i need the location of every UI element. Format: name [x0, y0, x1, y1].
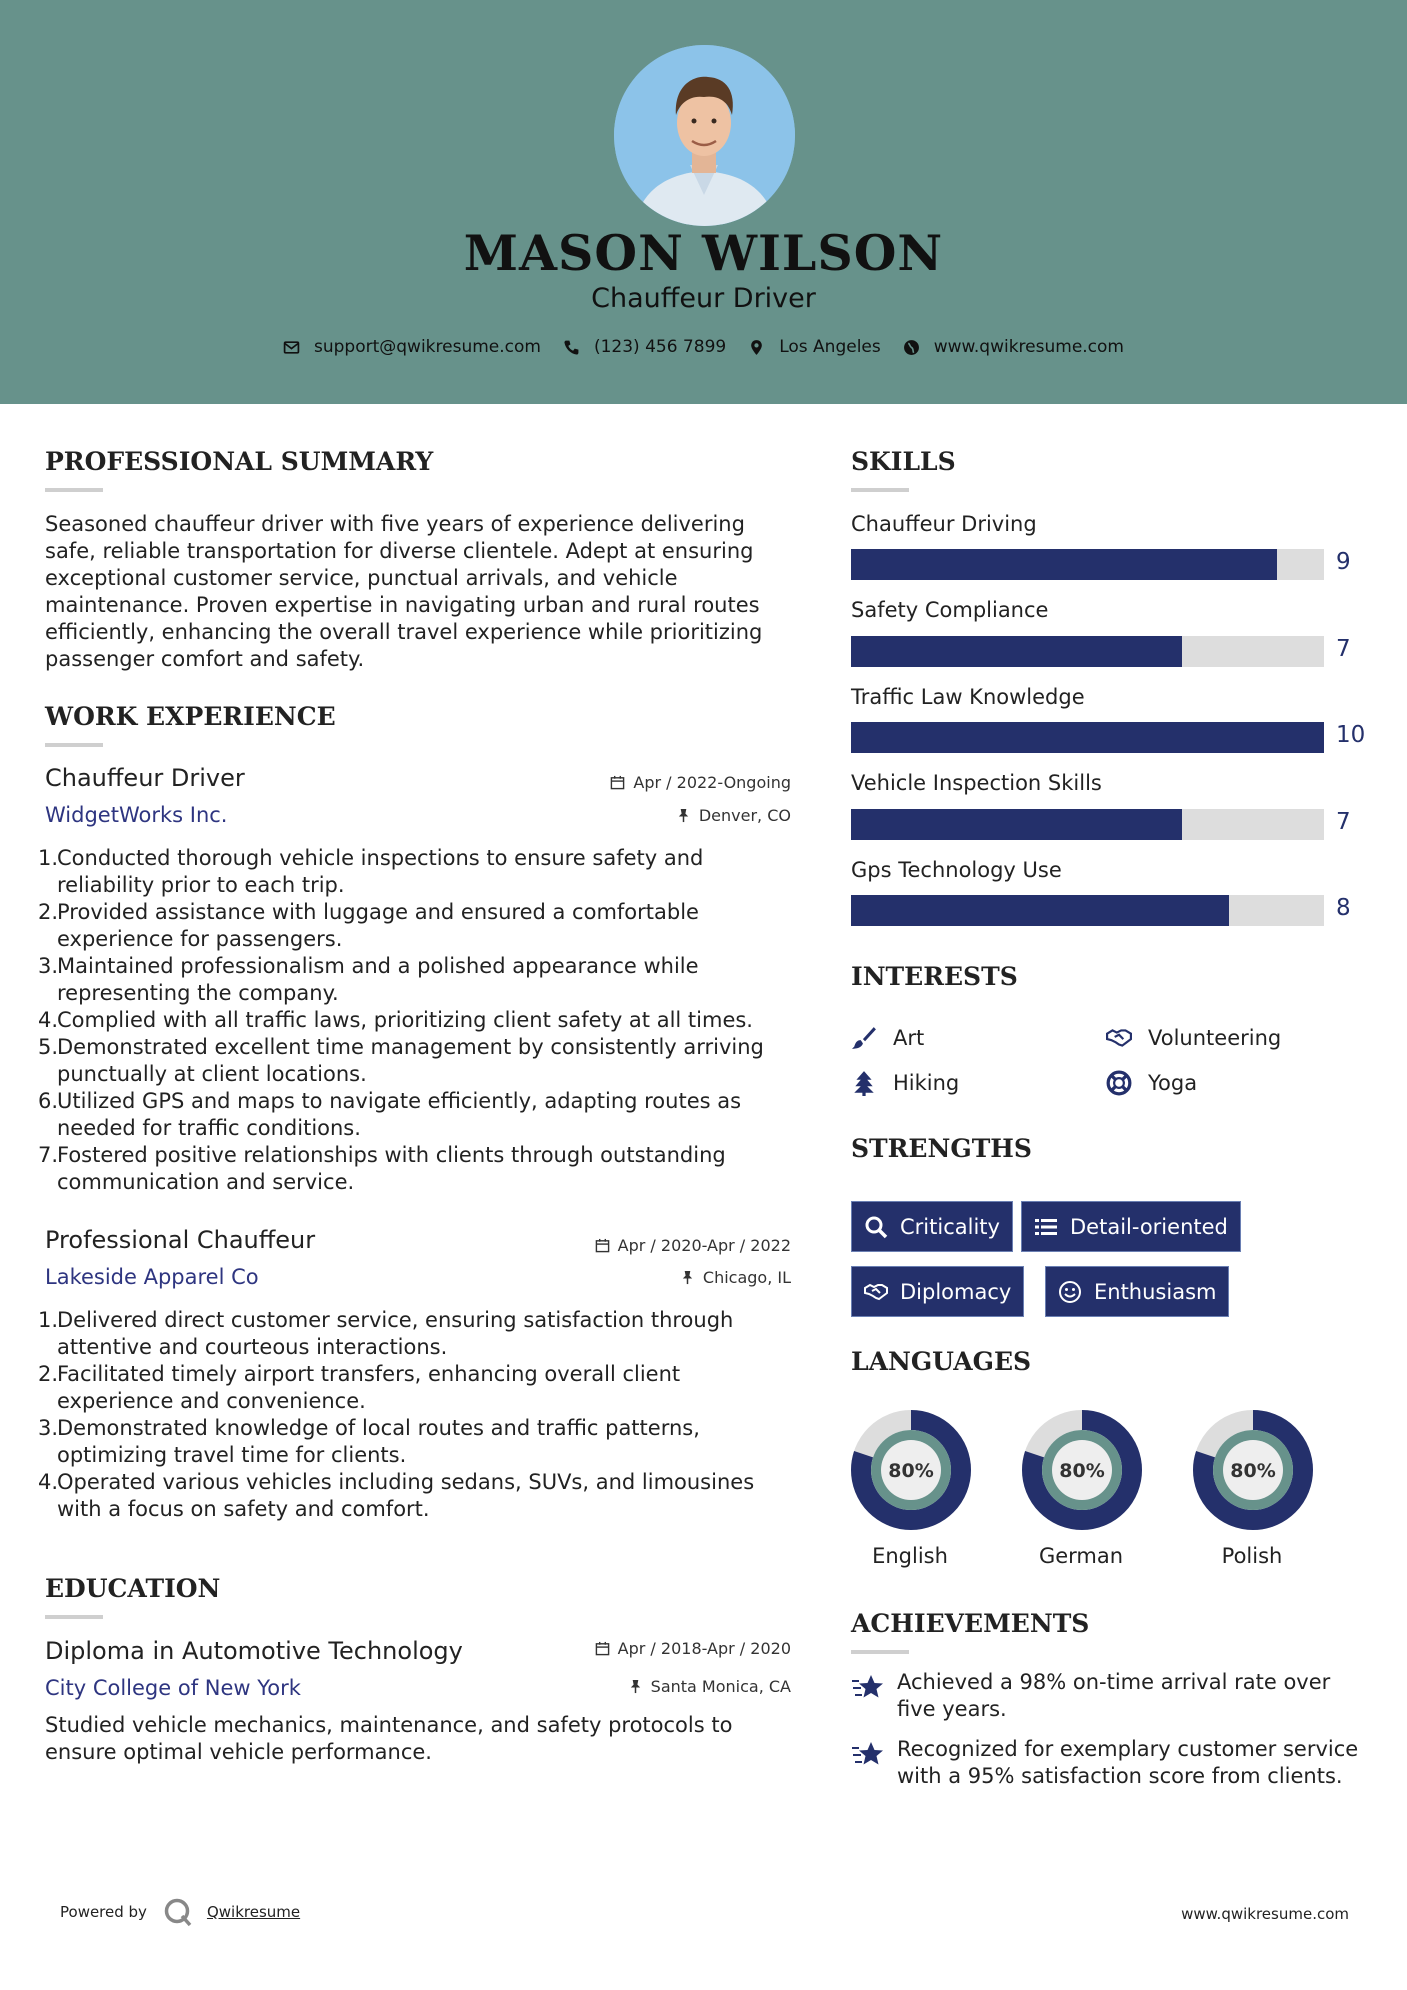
footer-website[interactable]: www.qwikresume.com	[1181, 1905, 1349, 1923]
pushpin-icon	[628, 1679, 643, 1694]
language-percent: 80%	[888, 1460, 934, 1482]
strengths-heading: STRENGTHS	[851, 1134, 1032, 1163]
language-percent: 80%	[1059, 1460, 1105, 1482]
strength-chip: Enthusiasm	[1045, 1266, 1229, 1317]
language-label: English	[872, 1544, 948, 1568]
job-location-text: Denver, CO	[698, 806, 791, 825]
summary-text: Seasoned chauffeur driver with five years of experience delivering safe, reliable transportation for diverse clientele. Adept at ensuring exceptional customer service, punctual arrivals, and vehicle maintenance. Proven expertise in navigating urban and rural routes efficiently, enhancing the overall travel experience while prioritizing passenger comfort and safety.	[45, 512, 763, 671]
interest-item: Volunteering	[1106, 1025, 1281, 1051]
language-ring	[1191, 1408, 1315, 1532]
list-item: 5. Demonstrated excellent time management by consistently arriving punctually at client locations.	[38, 1035, 764, 1086]
job-title: Professional Chauffeur	[45, 1226, 316, 1254]
skill-bar-track	[851, 895, 1324, 926]
pushpin-icon	[676, 808, 691, 823]
job-company: WidgetWorks Inc.	[45, 803, 228, 827]
qwikresume-logo-icon	[163, 1897, 193, 1927]
list-item: 3. Demonstrated knowledge of local routes and traffic patterns, optimizing travel time for clients.	[38, 1416, 700, 1467]
list-item: 6. Utilized GPS and maps to navigate efficiently, adapting routes as needed for traffic conditions.	[38, 1089, 742, 1140]
profile-photo	[614, 45, 795, 226]
calendar-icon	[610, 775, 625, 790]
tree-icon	[851, 1070, 877, 1096]
calendar-icon	[595, 1238, 610, 1253]
interest-item: Hiking	[851, 1070, 959, 1096]
skills-rule	[851, 488, 909, 492]
job-bullets	[38, 1307, 778, 1523]
list-item: 4. Complied with all traffic laws, prioritizing client safety at all times.	[38, 1008, 753, 1032]
list-item: 4. Operated various vehicles including sedans, SUVs, and limousines with a focus on safety and comfort.	[38, 1470, 755, 1521]
job-location-text: Chicago, IL	[702, 1268, 791, 1287]
contact-location-text: Los Angeles	[779, 337, 881, 357]
lifebuoy-icon	[1106, 1070, 1132, 1096]
achievements-rule	[851, 1650, 909, 1654]
language-label: Polish	[1221, 1544, 1283, 1568]
paintbrush-icon	[851, 1025, 877, 1051]
skill-value: 7	[1336, 636, 1351, 662]
summary-heading: PROFESSIONAL SUMMARY	[45, 447, 434, 476]
calendar-icon	[595, 1641, 610, 1656]
job-dates-text: Apr / 2022-Ongoing	[633, 773, 791, 792]
skill-bar-track	[851, 549, 1324, 580]
smile-icon	[1058, 1280, 1082, 1304]
list-item: 7. Fostered positive relationships with clients through outstanding communication and service.	[38, 1143, 726, 1194]
skill-bar-track	[851, 722, 1324, 753]
school-name: City College of New York	[45, 1676, 301, 1700]
list-item: 1. Delivered direct customer service, ensuring satisfaction through attentive and courteous interactions.	[38, 1308, 734, 1359]
language-ring	[1020, 1408, 1144, 1532]
education-location-text: Santa Monica, CA	[650, 1677, 791, 1696]
achievement-item: Recognized for exemplary customer service with a 95% satisfaction score from clients.	[851, 1736, 1371, 1790]
job-location	[676, 806, 791, 825]
globe-icon	[903, 339, 920, 356]
education-heading: EDUCATION	[45, 1574, 221, 1603]
skill-label: Vehicle Inspection Skills	[851, 771, 1102, 795]
skills-heading: SKILLS	[851, 447, 956, 476]
interest-item: Yoga	[1106, 1070, 1197, 1096]
interests-heading: INTERESTS	[851, 962, 1018, 991]
contact-website-text: www.qwikresume.com	[933, 337, 1124, 357]
job-dates-text: Apr / 2020-Apr / 2022	[617, 1236, 791, 1255]
contact-website[interactable]	[903, 337, 1124, 357]
achievement-item: Achieved a 98% on-time arrival rate over five years.	[851, 1669, 1371, 1723]
map-pin-icon	[748, 339, 765, 356]
list-item: 2. Facilitated timely airport transfers, enhancing overall client experience and convenience.	[38, 1362, 681, 1413]
contact-email[interactable]	[283, 337, 541, 357]
experience-rule	[45, 743, 103, 747]
contact-bar	[0, 337, 1407, 357]
skill-bar-track	[851, 636, 1324, 667]
contact-email-text: support@qwikresume.com	[314, 337, 541, 357]
handshake-icon	[864, 1280, 888, 1304]
languages-heading: LANGUAGES	[851, 1347, 1032, 1376]
skill-label: Traffic Law Knowledge	[851, 685, 1085, 709]
list-item: 3. Maintained professionalism and a polished appearance while representing the company.	[38, 954, 699, 1005]
contact-phone[interactable]	[563, 337, 726, 357]
education-description: Studied vehicle mechanics, maintenance, and safety protocols to ensure optimal vehicle performance.	[45, 1713, 733, 1764]
language-percent: 80%	[1230, 1460, 1276, 1482]
job-bullets	[38, 845, 778, 1196]
skill-value: 8	[1336, 895, 1351, 921]
footer-powered-by	[60, 1897, 300, 1927]
handshake-icon	[1106, 1025, 1132, 1051]
job-title: Chauffeur Driver	[45, 764, 245, 792]
star-award-icon	[851, 1671, 885, 1703]
skill-bar-fill	[851, 722, 1324, 753]
skill-bar-fill	[851, 809, 1182, 840]
job-location	[680, 1268, 791, 1287]
job-dates	[595, 1236, 791, 1255]
candidate-name: MASON WILSON	[463, 224, 944, 282]
search-icon	[864, 1215, 888, 1239]
candidate-title: Chauffeur Driver	[591, 283, 816, 314]
skill-bar-fill	[851, 549, 1277, 580]
list-item: 1. Conducted thorough vehicle inspections to ensure safety and reliability prior to each trip.	[38, 846, 704, 897]
phone-icon	[563, 339, 580, 356]
powered-by-text: Powered by	[60, 1903, 147, 1921]
language-label: German	[1038, 1544, 1124, 1568]
list-item: 2. Provided assistance with luggage and ensured a comfortable experience for passengers.	[38, 900, 699, 951]
skill-value: 7	[1336, 809, 1351, 835]
summary-rule	[45, 488, 103, 492]
envelope-icon	[283, 339, 300, 356]
contact-location	[748, 337, 881, 357]
skill-label: Safety Compliance	[851, 598, 1049, 622]
interest-item: Art	[851, 1025, 924, 1051]
education-dates	[595, 1639, 791, 1658]
skill-bar-fill	[851, 636, 1182, 667]
education-dates-text: Apr / 2018-Apr / 2020	[617, 1639, 791, 1658]
strength-chip: Criticality	[851, 1201, 1013, 1252]
strength-chip: Detail-oriented	[1021, 1201, 1241, 1252]
skill-value: 10	[1336, 722, 1366, 748]
pushpin-icon	[680, 1270, 695, 1285]
skill-label: Gps Technology Use	[851, 858, 1062, 882]
degree-title: Diploma in Automotive Technology	[45, 1637, 463, 1665]
achievements-heading: ACHIEVEMENTS	[851, 1609, 1090, 1638]
list-icon	[1034, 1215, 1058, 1239]
skill-value: 9	[1336, 549, 1351, 575]
star-award-icon	[851, 1738, 885, 1770]
strength-chip: Diplomacy	[851, 1266, 1024, 1317]
education-location	[628, 1677, 791, 1696]
skill-bar-track	[851, 809, 1324, 840]
footer-brand-link[interactable]: Qwikresume	[206, 1903, 301, 1921]
resume-header	[0, 0, 1407, 404]
job-company: Lakeside Apparel Co	[45, 1265, 259, 1289]
job-dates	[610, 773, 791, 792]
contact-phone-text: (123) 456 7899	[593, 337, 727, 357]
skill-label: Chauffeur Driving	[851, 512, 1037, 536]
experience-heading: WORK EXPERIENCE	[45, 702, 336, 731]
skill-bar-fill	[851, 895, 1229, 926]
language-ring	[849, 1408, 973, 1532]
education-rule	[45, 1615, 103, 1619]
